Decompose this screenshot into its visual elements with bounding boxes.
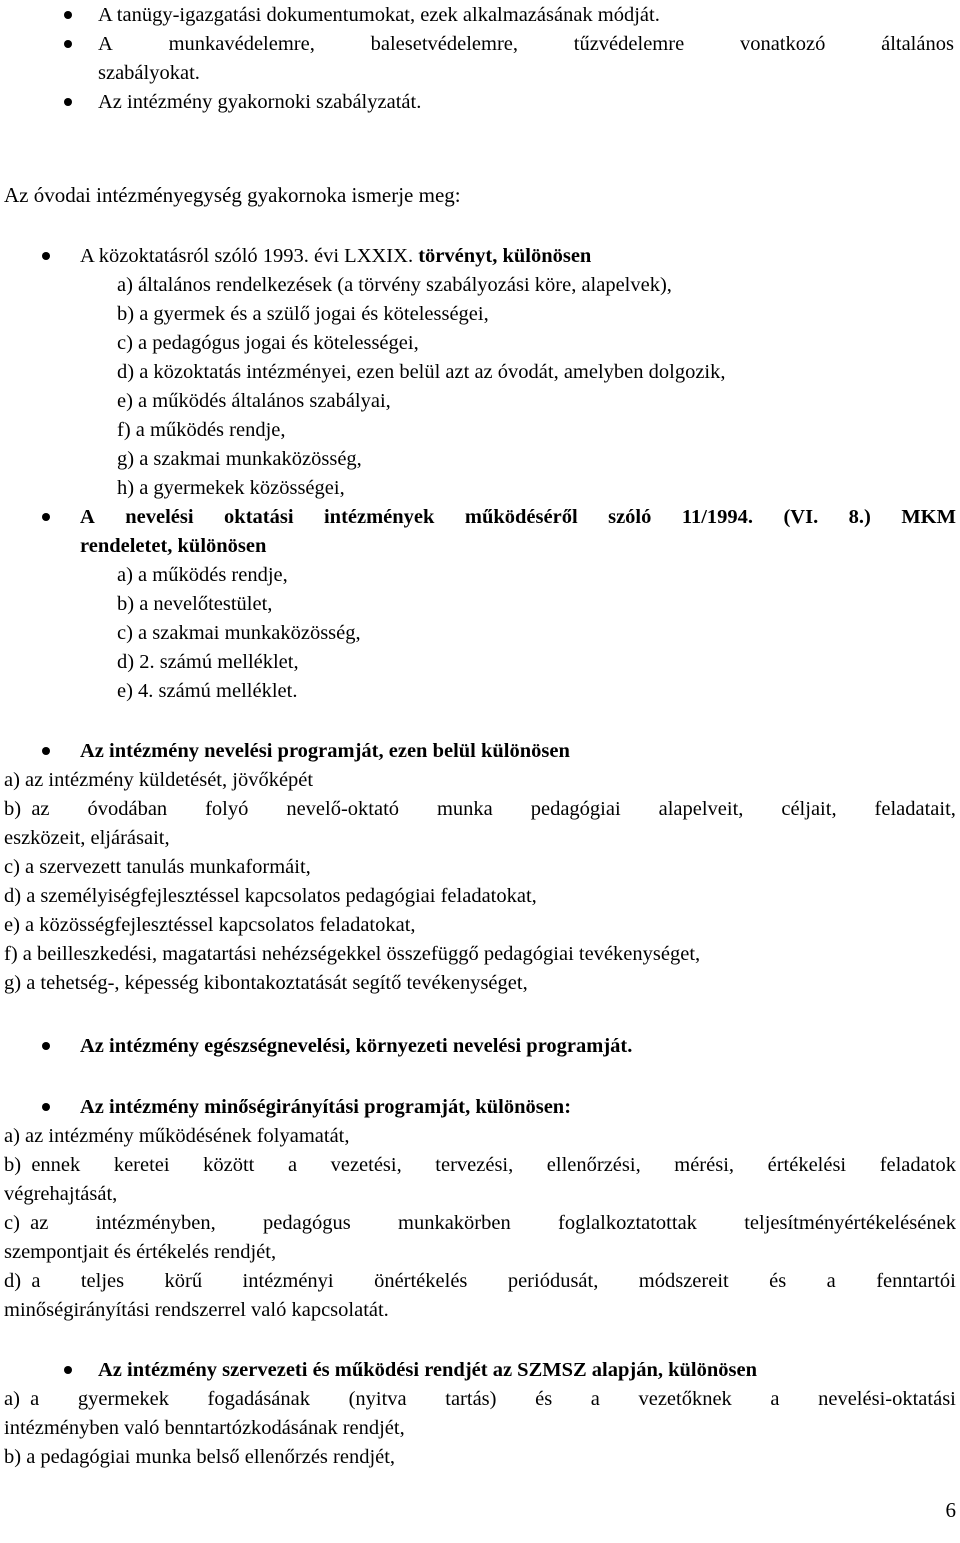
word: balesetvédelemre,	[370, 33, 519, 55]
word: óvodában	[87, 798, 168, 820]
sub-item: c) a pedagógus jogai és kötelességei,	[117, 332, 419, 354]
sub-item	[4, 795, 956, 823]
bullet-dot	[42, 747, 50, 755]
word: fogadásának	[207, 1388, 310, 1410]
word: 8.)	[848, 506, 871, 528]
word: fenntartói	[876, 1270, 956, 1292]
word: teljesítményértékelésének	[744, 1212, 956, 1234]
word: mérési,	[674, 1154, 735, 1176]
page-number: 6	[945, 1498, 956, 1522]
sub-item: f) a működés rendje,	[117, 419, 286, 441]
word: munkakörben	[398, 1212, 511, 1234]
sub-item: d) a közoktatás intézményei, ezen belül azt az óvodát, amelyben dolgozik,	[117, 361, 726, 383]
word: intézmények	[323, 506, 435, 528]
bullet-title	[80, 503, 956, 531]
sub-item-continuation: végrehajtását,	[4, 1183, 118, 1205]
bullet-title	[80, 242, 591, 270]
word: feladatok	[879, 1154, 956, 1176]
list-item: Az intézmény gyakornoki szabályzatát.	[98, 91, 422, 113]
sub-item: a) a működés rendje,	[117, 564, 288, 586]
word: intézményi	[242, 1270, 334, 1292]
word: tervezési,	[435, 1154, 514, 1176]
list-item-continuation: szabályokat.	[98, 62, 200, 84]
word: a	[590, 1388, 600, 1410]
word: ellenőrzési,	[546, 1154, 641, 1176]
word: munkavédelemre,	[168, 33, 315, 55]
sub-item: c) a szervezett tanulás munkaformáit,	[4, 856, 311, 878]
word: pedagógus	[263, 1212, 351, 1234]
section-heading: Az óvodai intézményegység gyakornoka ismerje meg:	[4, 183, 461, 207]
word: értékelési	[767, 1154, 847, 1176]
word: keretei	[113, 1154, 170, 1176]
sub-item-continuation: eszközeit, eljárásait,	[4, 827, 170, 849]
sub-item: b) a pedagógiai munka belső ellenőrzés rendjét,	[4, 1446, 396, 1468]
word: önértékelés	[374, 1270, 468, 1292]
word: működéséről	[464, 506, 578, 528]
word: módszereit	[638, 1270, 729, 1292]
word: tűzvédelemre	[573, 33, 685, 55]
sub-item: e) a közösségfejlesztéssel kapcsolatos feladatokat,	[4, 914, 416, 936]
list-item: A tanügy-igazgatási dokumentumokat, ezek alkalmazásának módját.	[98, 4, 660, 26]
word: foglalkoztatottak	[558, 1212, 697, 1234]
sub-item	[4, 1267, 956, 1295]
bullet-dot	[64, 40, 72, 48]
bullet-title: Az intézmény minőségirányítási programját, különösen:	[80, 1096, 572, 1118]
word: MKM	[901, 506, 956, 528]
bullet-title: Az intézmény szervezeti és működési rendjét az SZMSZ alapján, különösen	[98, 1359, 758, 1381]
word: tartás)	[445, 1388, 497, 1410]
word: a	[770, 1388, 780, 1410]
sub-item: b) a nevelőtestület,	[117, 593, 273, 615]
word: általános	[881, 33, 954, 55]
sub-item: e) a működés általános szabályai,	[117, 390, 391, 412]
word: és	[535, 1388, 553, 1410]
word: és	[769, 1270, 787, 1292]
bullet-dot	[42, 1042, 50, 1050]
sub-item: d) a személyiségfejlesztéssel kapcsolatos pedagógiai feladatokat,	[4, 885, 537, 907]
sub-item: g) a tehetség-, képesség kibontakoztatását segítő tevékenységet,	[4, 972, 528, 994]
word: között	[203, 1154, 255, 1176]
bullet-dot	[42, 1103, 50, 1111]
bullet-dot	[64, 1366, 72, 1374]
word: (VI.	[783, 506, 819, 528]
bullet-dot	[42, 252, 50, 260]
sub-item: b) a gyermek és a szülő jogai és kötelességei,	[117, 303, 489, 325]
word: a	[826, 1270, 836, 1292]
word: munka	[436, 798, 493, 820]
sub-item: g) a szakmai munkaközösség,	[117, 448, 362, 470]
word: (nyitva	[348, 1388, 407, 1410]
word: pedagógiai	[530, 798, 621, 820]
bullet-title: Az intézmény egészségnevelési, környezeti nevelési programját.	[80, 1035, 633, 1057]
bullet-dot	[42, 513, 50, 521]
word: oktatási	[224, 506, 294, 528]
word: A	[98, 33, 113, 55]
title-part-bold: törvényt, különösen	[418, 245, 592, 267]
word: d) a	[4, 1270, 41, 1292]
word: teljes	[80, 1270, 125, 1292]
bullet-title-continuation: rendeletet, különösen	[80, 535, 267, 557]
word: intézményben,	[95, 1212, 216, 1234]
word: nevelési-oktatási	[818, 1388, 956, 1410]
word: 11/1994.	[681, 506, 754, 528]
word: céljait,	[781, 798, 837, 820]
sub-item: d) 2. számú melléklet,	[117, 651, 299, 673]
word: nevelési	[125, 506, 194, 528]
word: c) az	[4, 1212, 49, 1234]
word: folyó	[205, 798, 249, 820]
word: nevelő-oktató	[286, 798, 400, 820]
word: vezetőknek	[638, 1388, 732, 1410]
bullet-dot	[64, 98, 72, 106]
word: a	[287, 1154, 298, 1176]
word: gyermekek	[77, 1388, 169, 1410]
word: körű	[164, 1270, 203, 1292]
title-part: A közoktatásról szóló 1993. évi LXXIX.	[80, 245, 419, 267]
word: periódusát,	[507, 1270, 599, 1292]
word: A	[80, 506, 95, 528]
sub-item-continuation: intézményben való benntartózkodásának rendjét,	[4, 1417, 405, 1439]
word: vezetési,	[330, 1154, 402, 1176]
sub-item	[4, 1385, 956, 1413]
sub-item	[4, 1151, 956, 1179]
sub-item: e) 4. számú melléklet.	[117, 680, 298, 702]
bullet-dot	[64, 11, 72, 19]
word: b) ennek	[4, 1154, 81, 1176]
word: alapelveit,	[658, 798, 744, 820]
sub-item-continuation: minőségirányítási rendszerrel való kapcsolatát.	[4, 1299, 389, 1321]
sub-item: h) a gyermekek közösségei,	[117, 477, 345, 499]
list-item	[98, 30, 954, 58]
word: szóló	[608, 506, 652, 528]
word: b) az	[4, 798, 50, 820]
sub-item: f) a beilleszkedési, magatartási nehézségekkel összefüggő pedagógiai tevékenységet,	[4, 943, 701, 965]
sub-item	[4, 1209, 956, 1237]
sub-item: c) a szakmai munkaközösség,	[117, 622, 361, 644]
sub-item: a) az intézmény működésének folyamatát,	[4, 1125, 350, 1147]
word: vonatkozó	[739, 33, 826, 55]
sub-item: a) általános rendelkezések (a törvény szabályozási köre, alapelvek),	[117, 274, 672, 296]
word: feladatait,	[874, 798, 956, 820]
sub-item-continuation: szempontjait és értékelés rendjét,	[4, 1241, 277, 1263]
word: a) a	[4, 1388, 40, 1410]
bullet-title: Az intézmény nevelési programját, ezen belül különösen	[80, 740, 570, 762]
sub-item: a) az intézmény küldetését, jövőképét	[4, 769, 314, 791]
